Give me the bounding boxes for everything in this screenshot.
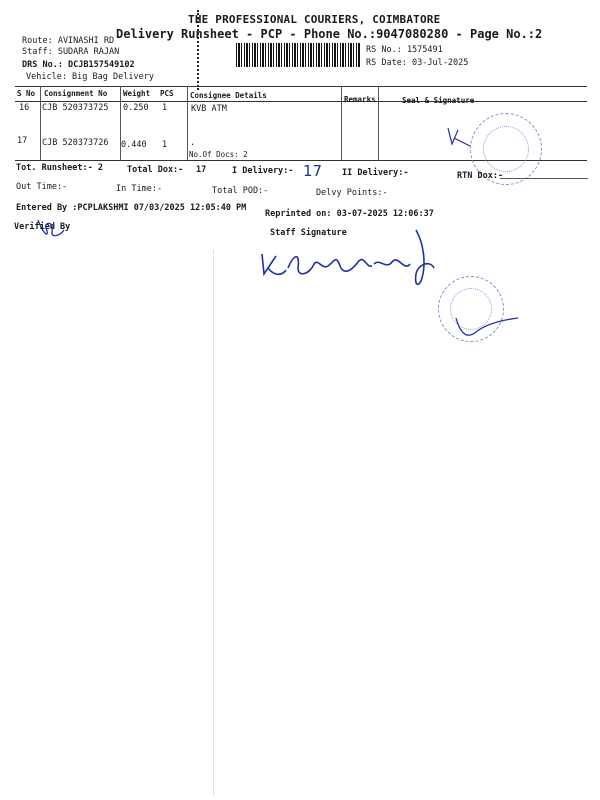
out-time-label: Out Time:- xyxy=(16,182,68,192)
col-divider xyxy=(341,86,342,160)
ii-delivery-label: II Delivery:- xyxy=(342,168,409,178)
staff-seal-mark xyxy=(452,312,522,352)
row-17-consignment: CJB 520373726 xyxy=(42,138,109,148)
row-16-consignment: CJB 520373725 xyxy=(42,103,109,113)
total-dox-label: Total Dox:- xyxy=(127,165,184,175)
col-divider xyxy=(378,86,379,160)
delvy-points-label: Delvy Points:- xyxy=(316,188,388,198)
col-divider xyxy=(40,86,41,160)
staff-label: Staff: SUDARA RAJAN xyxy=(22,47,120,57)
row-16-weight: 0.250 xyxy=(123,103,149,113)
barcode xyxy=(236,43,360,67)
company-name: THE PROFESSIONAL COURIERS, COIMBATORE xyxy=(188,13,441,26)
i-delivery-label: I Delivery:- xyxy=(232,166,294,176)
col-header-remarks: Remarks xyxy=(344,95,376,104)
tot-runsheet: Tot. Runsheet:- 2 xyxy=(16,163,103,173)
table-top-rule xyxy=(15,86,587,87)
rtn-dox-label: RTN Dox:- xyxy=(457,171,504,181)
row-16-pcs: 1 xyxy=(162,103,168,113)
col-header-consignee: Consignee Details xyxy=(190,91,267,100)
seal-signature-mark xyxy=(440,120,480,160)
verified-signature xyxy=(34,216,74,246)
row-16-consignee: KVB ATM xyxy=(191,104,227,114)
drs-number: DRS No.: DCJB157549102 xyxy=(22,60,135,70)
row-16-sno: 16 xyxy=(19,103,30,113)
entered-by: Entered By :PCPLAKSHMI 07/03/2025 12:05:40 PM xyxy=(16,203,247,213)
staff-signature xyxy=(254,224,439,304)
col-header-pcs: PCS xyxy=(160,89,174,98)
row-17-consignee: . xyxy=(190,138,196,148)
col-divider xyxy=(187,86,188,160)
rtn-underline xyxy=(500,178,588,179)
vehicle-label: Vehicle: Big Bag Delivery xyxy=(26,72,154,82)
col-header-weight: Weight xyxy=(123,89,151,98)
staff-signature-label: Staff Signature xyxy=(270,228,347,238)
col-header-seal: Seal & Signature xyxy=(402,96,475,105)
punch-line xyxy=(197,10,203,90)
reprinted-on: Reprinted on: 03-07-2025 12:06:37 xyxy=(265,209,434,219)
verified-by: Verified By xyxy=(14,222,71,232)
row-17-pcs: 1 xyxy=(162,140,168,150)
i-delivery-handwritten: 17 xyxy=(303,162,323,180)
total-dox-value: 17 xyxy=(196,165,207,175)
row-17-note: No.Of Docs: 2 xyxy=(189,150,248,159)
col-header-consignment: Consignment No xyxy=(44,89,108,98)
rs-number: RS No.: 1575491 xyxy=(366,45,443,55)
in-time-label: In Time:- xyxy=(116,184,163,194)
rs-date: RS Date: 03-Jul-2025 xyxy=(366,58,469,68)
scan-artifact-line xyxy=(213,250,214,795)
row-17-sno: 17 xyxy=(17,136,28,146)
col-header-sno: S No xyxy=(17,89,36,98)
row-17-weight: 0.440 xyxy=(121,140,147,150)
route-label: Route: AVINASHI RD xyxy=(22,36,115,46)
table-header-rule xyxy=(15,101,587,102)
runsheet-title: Delivery Runsheet - PCP - Phone No.:9047080280 - Page No.:2 xyxy=(116,27,543,41)
total-pod-label: Total POD:- xyxy=(212,186,269,196)
